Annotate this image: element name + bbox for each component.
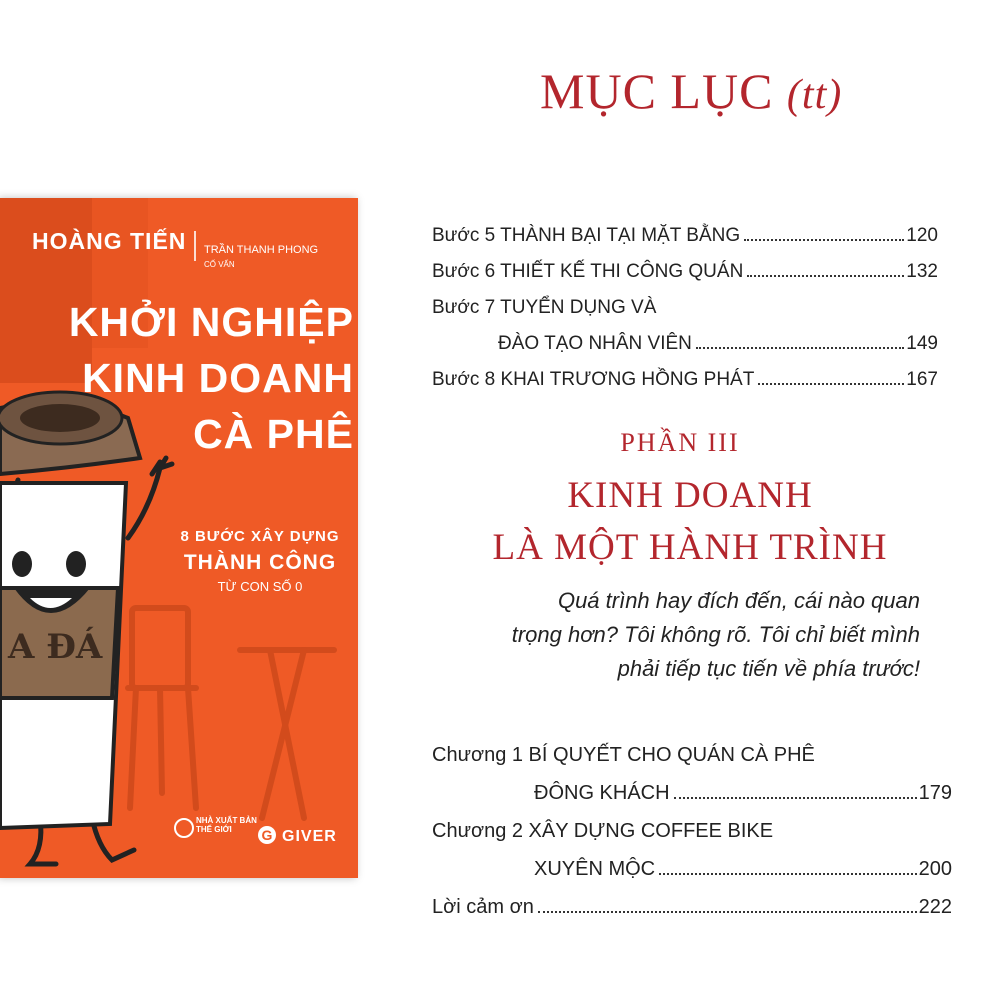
toc-list-chapters (432, 736, 952, 926)
cover-title-line: KINH DOANH (82, 355, 354, 401)
toc-entry-page: 120 (906, 225, 938, 246)
toc-entry-page: 149 (906, 333, 938, 354)
toc-entry-acknowledgements[interactable] (432, 888, 952, 926)
publisher-logo (196, 816, 257, 834)
author-divider (194, 231, 196, 261)
cover-advisor: TRẦN THANH PHONG (204, 244, 319, 256)
quote-line: phải tiếp tục tiến về phía trước! (617, 656, 920, 681)
epigraph-quote (450, 584, 920, 686)
toc-entry-page: 167 (906, 369, 938, 390)
toc-entry-page: 222 (918, 896, 952, 918)
toc-entry-chapter-2-continued[interactable] (432, 850, 952, 888)
tagline-line: THÀNH CÔNG (183, 551, 337, 574)
toc-entry-label: ĐÔNG KHÁCH (534, 782, 670, 804)
toc-heading-suffix: (tt) (786, 72, 843, 118)
toc-heading-title: MỤC LỤC (540, 63, 774, 119)
coffee-cup-illustration (0, 388, 358, 878)
toc-entry-label: Chương 2 XÂY DỰNG COFFEE BIKE (432, 820, 774, 842)
dot-leader (674, 797, 917, 799)
globe-icon (174, 818, 194, 838)
part-title (440, 470, 940, 574)
toc-entry-step-5[interactable] (432, 218, 938, 254)
cover-title-line: CÀ PHÊ (193, 411, 354, 457)
toc-entry-step-7-continued[interactable] (432, 326, 938, 362)
toc-entry-step-8[interactable] (432, 362, 938, 398)
toc-entry-step-6[interactable] (432, 254, 938, 290)
toc-entry-label: Bước 6 THIẾT KẾ THI CÔNG QUÁN (432, 261, 744, 282)
toc-entry-page: 132 (906, 261, 938, 282)
cover-advisor-role: CỐ VẤN (204, 260, 235, 269)
toc-entry-chapter-1-continued[interactable] (432, 774, 952, 812)
cup-text: A ĐÁ (8, 627, 103, 667)
dot-leader (747, 275, 904, 277)
table-icon (240, 650, 334, 818)
giver-brand: GIVER (282, 828, 337, 845)
quote-line: trọng hơn? Tôi không rõ. Tôi chỉ biết mình (511, 622, 920, 647)
cup-arm-right (128, 458, 172, 538)
toc-entry-label: Chương 1 BÍ QUYẾT CHO QUÁN CÀ PHÊ (432, 744, 815, 766)
toc-list-steps (432, 218, 938, 398)
toc-entry-page: 179 (918, 782, 952, 804)
toc-entry-label: ĐÀO TẠO NHÂN VIÊN (498, 333, 692, 354)
tagline-line: TỪ CON SỐ 0 (217, 579, 303, 594)
dot-leader (659, 873, 917, 875)
toc-entry-label: XUYÊN MỘC (534, 858, 656, 880)
giver-logo-icon: G (258, 826, 276, 844)
toc-entry-label: Bước 8 KHAI TRƯƠNG HỒNG PHÁT (432, 369, 755, 390)
toc-entry-chapter-2[interactable] (432, 812, 952, 850)
toc-entry-label: Bước 7 TUYỂN DỤNG VÀ (432, 297, 657, 318)
part-title-line: LÀ MỘT HÀNH TRÌNH (492, 527, 888, 568)
dot-leader (758, 383, 904, 385)
cover-title-line: KHỞI NGHIỆP (68, 299, 354, 345)
chair-icon (128, 608, 196, 808)
cover-author: HOÀNG TIẾN (32, 228, 187, 254)
tagline-line: 8 BƯỚC XÂY DỰNG (180, 528, 340, 545)
quote-line: Quá trình hay đích đến, cái nào quan (557, 588, 920, 613)
publisher-line: NHÀ XUẤT BẢN (196, 816, 257, 825)
dot-leader (744, 239, 904, 241)
toc-entry-label: Lời cảm ơn (432, 896, 534, 918)
part-label: PHẦN III (620, 428, 740, 457)
toc-entry-label: Bước 5 THÀNH BẠI TẠI MẶT BẰNG (432, 225, 741, 246)
part-title-line: KINH DOANH (567, 475, 813, 516)
publisher-line: THẾ GIỚI (196, 825, 232, 834)
dot-leader (696, 347, 904, 349)
cup-lid-hole (20, 404, 100, 432)
book-cover (0, 198, 358, 878)
toc-heading (540, 62, 900, 120)
toc-entry-step-7[interactable] (432, 290, 938, 326)
toc-entry-chapter-1[interactable] (432, 736, 952, 774)
toc-entry-page: 200 (918, 858, 952, 880)
dot-leader (538, 911, 917, 913)
